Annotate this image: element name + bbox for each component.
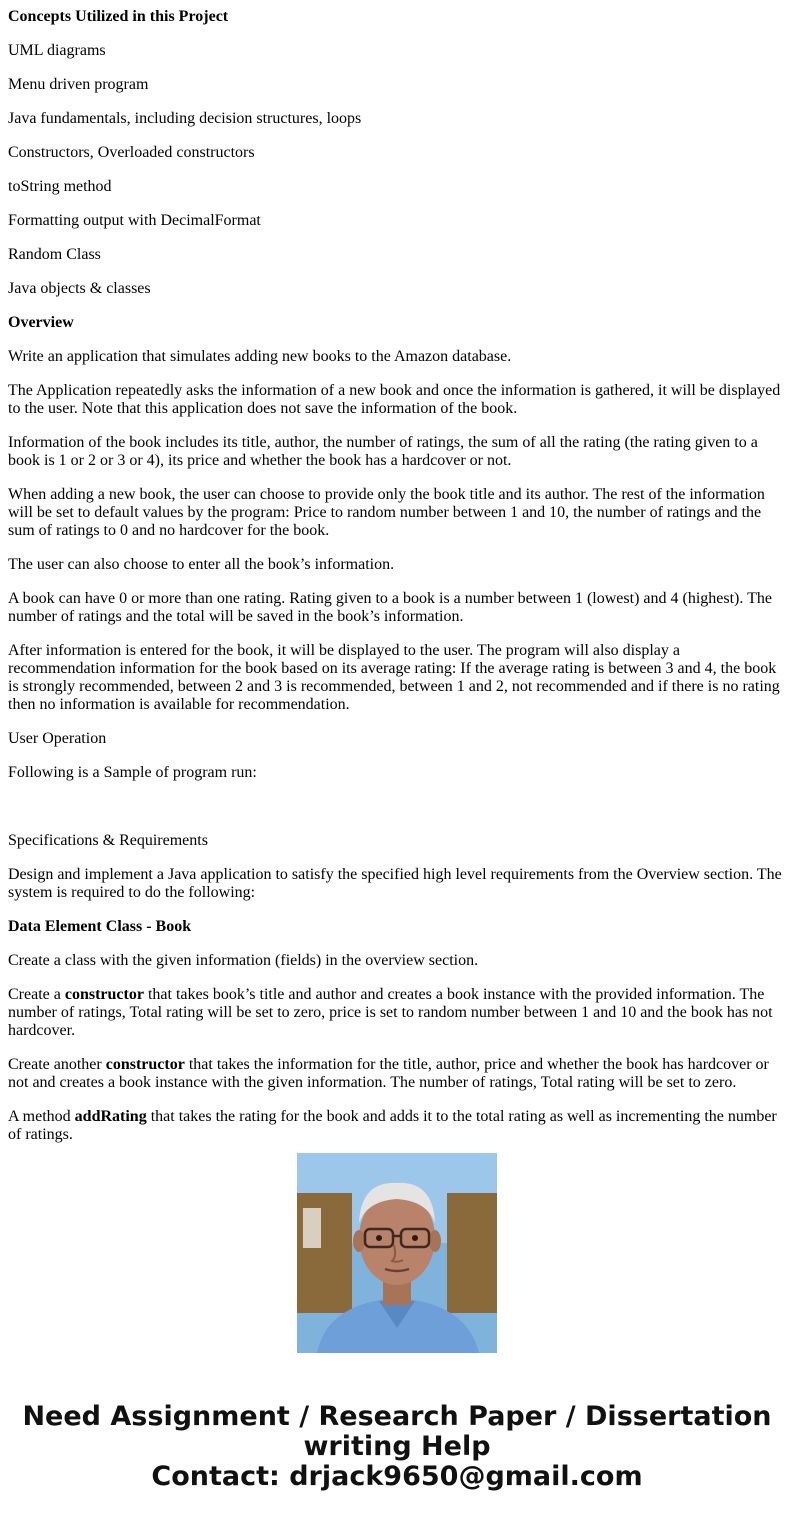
overview-paragraph: A book can have 0 or more than one rating. Rating given to a book is a number between 1 (lowest) and 4 (highest). The number of ratings and the total will be saved in the book’s information. xyxy=(8,590,772,625)
concept-item: toString method xyxy=(8,178,112,195)
overview-paragraph: After information is entered for the book, it will be displayed to the user. The program will also display a recommendation information for the book based on its average rating: If the average rating is between 3 and 4, the book is strongly recommended, between 2 and 3 is recommended, between 1 and 2, not recommended and if there is no rating then no information is available for recommendation. xyxy=(8,642,780,713)
concept-item: Java objects & classes xyxy=(8,280,151,297)
promo-line: Need Assignment / Research Paper / Dissertation xyxy=(22,1401,772,1432)
tutor-avatar xyxy=(297,1153,497,1353)
concept-item: Random Class xyxy=(8,246,101,263)
concept-item: UML diagrams xyxy=(8,42,106,59)
promo-line: writing Help xyxy=(303,1431,491,1462)
overview-paragraph: The Application repeatedly asks the information of a new book and once the information is gathered, it will be displayed to the user. Note that this application does not save the information of the book. xyxy=(8,382,781,417)
text-suffix: that takes book’s title and author and creates a book instance with the provided information. The number of ratings, Total rating will be set to zero, price is set to random number between 1 and 10 and the book has not hardcover. xyxy=(8,986,773,1039)
text-prefix: Create a xyxy=(8,986,65,1003)
overview-paragraph: When adding a new book, the user can choose to provide only the book title and its author. The rest of the information will be set to default values by the program: Price to random number between 1 and 10, the number of ratings and the sum of ratings to 0 and no hardcover for the book. xyxy=(8,486,765,539)
text-suffix: that takes the rating for the book and adds it to the total rating as well as incrementing the number of ratings. xyxy=(8,1108,777,1143)
concepts-heading: Concepts Utilized in this Project xyxy=(8,8,229,25)
specs-paragraph: Design and implement a Java application to satisfy the specified high level requirements from the Overview section. The system is required to do the following: xyxy=(8,866,782,901)
help-banner xyxy=(0,1402,794,1492)
constructor-two-paragraph xyxy=(8,1056,786,1092)
overview-paragraph: The user can also choose to enter all the book’s information. xyxy=(8,556,395,573)
concept-item: Formatting output with DecimalFormat xyxy=(8,212,261,229)
blank-line xyxy=(8,798,786,816)
text-suffix: that takes the information for the title, author, price and whether the book has hardcover or not and creates a book instance with the given information. The number of ratings, Total rating will be set to zero. xyxy=(8,1056,769,1091)
document-body xyxy=(8,0,786,1143)
portrait-image xyxy=(297,1153,497,1353)
constructor-one-paragraph xyxy=(8,986,786,1040)
user-operation-heading: User Operation xyxy=(8,730,107,747)
keyword-constructor: constructor xyxy=(64,986,144,1003)
concept-item: Menu driven program xyxy=(8,76,149,93)
keyword-constructor: constructor xyxy=(105,1056,185,1073)
overview-paragraph: Information of the book includes its title, author, the number of ratings, the sum of all the rating (the rating given to a book is 1 or 2 or 3 or 4), its price and whether the book has a hardcover or not. xyxy=(8,434,758,469)
concept-item: Constructors, Overloaded constructors xyxy=(8,144,255,161)
text-prefix: Create another xyxy=(8,1056,106,1073)
text-prefix: A method xyxy=(8,1108,75,1125)
keyword-addrating: addRating xyxy=(74,1108,147,1125)
overview-paragraph: Write an application that simulates adding new books to the Amazon database. xyxy=(8,348,512,365)
specs-heading: Specifications & Requirements xyxy=(8,832,208,849)
contact-email: Contact: drjack9650@gmail.com xyxy=(151,1461,643,1492)
overview-heading: Overview xyxy=(8,314,74,331)
sample-run-text: Following is a Sample of program run: xyxy=(8,764,257,781)
add-rating-paragraph xyxy=(8,1108,786,1144)
create-class-paragraph: Create a class with the given information (fields) in the overview section. xyxy=(8,952,479,969)
concept-item: Java fundamentals, including decision structures, loops xyxy=(8,110,362,127)
data-class-heading: Data Element Class - Book xyxy=(8,918,192,935)
